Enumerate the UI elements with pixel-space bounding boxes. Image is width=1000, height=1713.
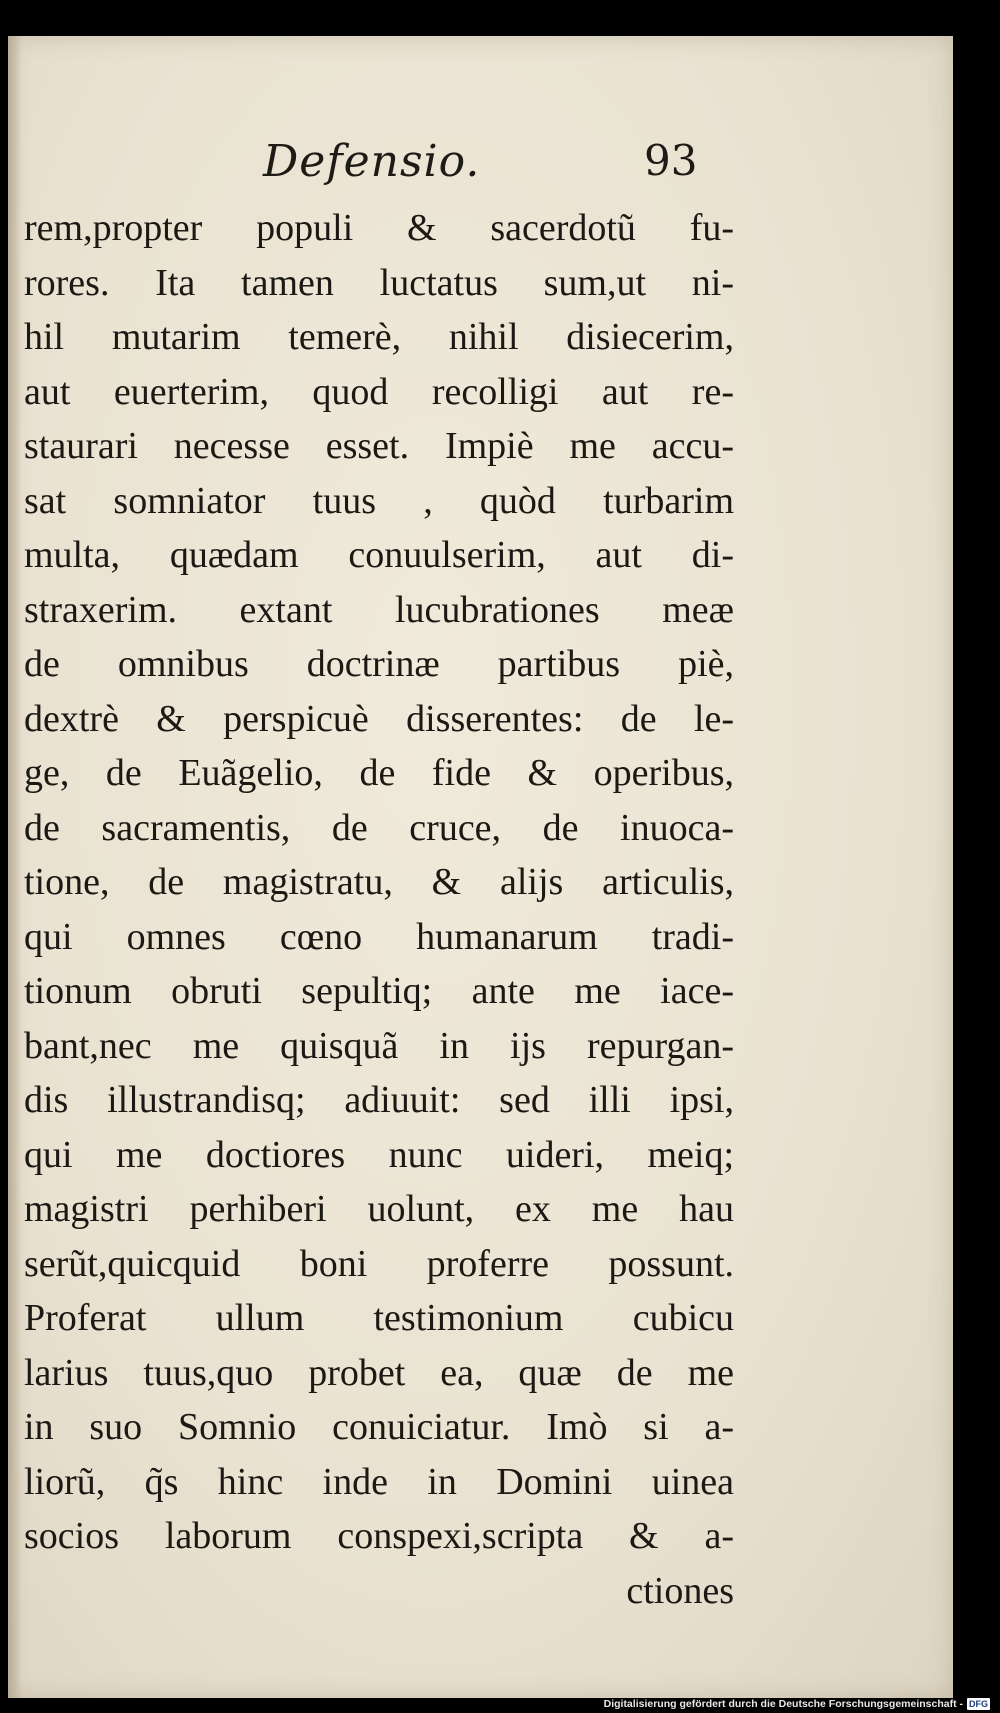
text-line: larius tuus,quo probet ea, quæ de me bbox=[24, 1351, 734, 1394]
text-line: serũt,quicquid boni proferre possunt. bbox=[24, 1242, 734, 1285]
text-line: in suo Somnio conuiciatur. Imò si a- bbox=[24, 1406, 734, 1448]
text-line: rores. Ita tamen luctatus sum,ut ni- bbox=[24, 261, 734, 304]
text-line: tionum obruti sepultiq; ante me iace- bbox=[24, 970, 734, 1012]
text-line: qui omnes cœno humanarum tradi- bbox=[24, 915, 734, 958]
text-line: liorũ, q̃s hinc inde in Domini uinea bbox=[24, 1460, 734, 1503]
text-line: straxerim. extant lucubrationes meæ bbox=[24, 588, 734, 631]
page-gutter-shadow bbox=[8, 36, 22, 1698]
body-text bbox=[24, 201, 734, 1618]
text-line: multa, quædam conuulserim, aut di- bbox=[24, 534, 734, 576]
text-line: socios laborum conspexi,scripta & a- bbox=[24, 1515, 734, 1557]
text-line: hil mutarim temerè, nihil disiecerim, bbox=[24, 316, 734, 358]
text-line: de omnibus doctrinæ partibus piè, bbox=[24, 643, 734, 685]
page-header bbox=[8, 136, 953, 196]
credit-text: Digitalisierung gefördert durch die Deutsche Forschungsgemeinschaft - bbox=[603, 1698, 963, 1710]
text-line: tione, de magistratu, & alijs articulis, bbox=[24, 861, 734, 903]
text-line: magistri perhiberi uolunt, ex me hau bbox=[24, 1188, 734, 1230]
text-line: aut euerterim, quod recolligi aut re- bbox=[24, 370, 734, 413]
text-line: dextrè & perspicuè disserentes: de le- bbox=[24, 697, 734, 740]
dfg-logo: DFG bbox=[969, 1699, 988, 1709]
text-line: sat somniator tuus , quòd turbarim bbox=[24, 479, 734, 522]
text-line: dis illustrandisq; adiuuit: sed illi ipsi, bbox=[24, 1079, 734, 1121]
text-line: Proferat ullum testimonium cubicu bbox=[24, 1297, 734, 1339]
page-number: 93 bbox=[644, 136, 698, 185]
text-line: staurari necesse esset. Impiè me accu- bbox=[24, 425, 734, 467]
running-head: Defensio. bbox=[263, 136, 481, 187]
text-line: de sacramentis, de cruce, de inuoca- bbox=[24, 806, 734, 849]
book-page bbox=[8, 36, 953, 1698]
text-line: ge, de Euãgelio, de fide & operibus, bbox=[24, 752, 734, 794]
text-line: qui me doctiores nunc uideri, meiq; bbox=[24, 1133, 734, 1176]
digitization-credit bbox=[604, 1697, 990, 1711]
text-line: bant,nec me quisquã in ijs repurgan- bbox=[24, 1024, 734, 1067]
catchword: ctiones bbox=[626, 1569, 734, 1612]
text-line: rem,propter populi & sacerdotũ fu- bbox=[24, 207, 734, 249]
